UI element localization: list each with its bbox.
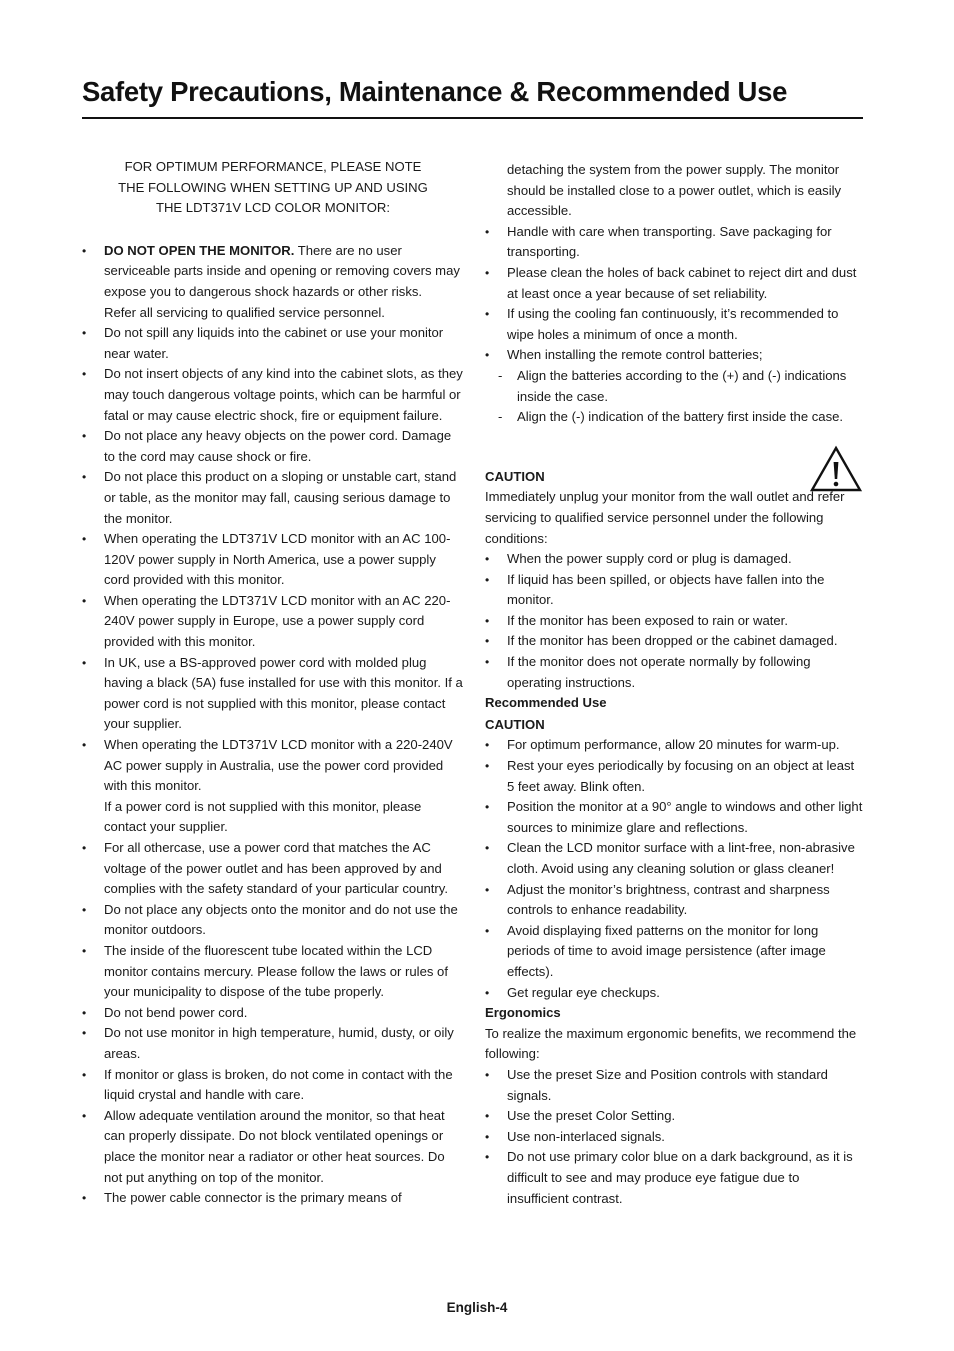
- list-item: [485, 345, 863, 366]
- list-item-text: Do not insert objects of any kind into the cabinet slots, as they may touch dangerous voltage points, which can be harmful or fatal or may cause electric shock, fire or equipment failure.: [104, 366, 463, 423]
- battery-step: - Align the (-) indication of the battery first inside the case.: [498, 407, 863, 428]
- list-item-text: Do not place any heavy objects on the power cord. Damage to the cord may cause shock or fire.: [104, 428, 452, 464]
- list-item-text: In UK, use a BS-approved power cord with molded plug having a black (5A) fuse installed for use with this monitor. If a power cord is not supplied with this monitor, please contact your supplier.: [104, 654, 463, 732]
- list-item-text: Do not use monitor in high temperature, humid, dusty, or oily areas.: [104, 1025, 454, 1061]
- list-item: [82, 426, 464, 467]
- list-item-note: If a power cord is not supplied with this monitor, please contact your supplier.: [104, 798, 422, 835]
- list-item: [82, 900, 464, 941]
- list-item: [82, 1188, 464, 1209]
- warning-triangle-icon: [809, 445, 863, 493]
- list-item-emphasis: DO NOT OPEN THE MONITOR.: [104, 242, 295, 258]
- list-item: • Clean the LCD monitor surface with a lint-free, non-abrasive cloth. Avoid using any cleaning solution or glass cleaner!: [485, 838, 863, 879]
- list-item: • If liquid has been spilled, or objects have fallen into the monitor.: [485, 570, 863, 611]
- list-item-text: There are no user serviceable parts inside and opening or removing covers may expose you to dangerous shock hazards or other risks.: [104, 242, 460, 299]
- list-item-text: Do not spill any liquids into the cabinet or use your monitor near water.: [104, 325, 444, 361]
- caution-heading: CAUTION: [485, 468, 545, 484]
- list-item: • Position the monitor at a 90° angle to windows and other light sources to minimize glare and reflections.: [485, 797, 863, 838]
- list-item: [82, 1023, 464, 1064]
- intro-line: THE FOLLOWING WHEN SETTING UP AND USING: [118, 179, 428, 195]
- right-column: [485, 160, 863, 1209]
- list-item-note: Refer all servicing to qualified service personnel.: [104, 304, 385, 320]
- list-item: • If the monitor has been dropped or the cabinet damaged.: [485, 631, 863, 652]
- caution-heading: CAUTION: [485, 716, 545, 732]
- recommended-list: [485, 735, 863, 1003]
- list-item: • Use the preset Size and Position controls with standard signals.: [485, 1065, 863, 1106]
- safety-list: [82, 241, 464, 1209]
- recommended-heading: Recommended Use: [485, 695, 607, 711]
- page-title: Safety Precautions, Maintenance & Recommended Use: [82, 76, 788, 107]
- list-item: • Adjust the monitor’s brightness, contrast and sharpness controls to enhance readability.: [485, 880, 863, 921]
- list-item: • When the power supply cord or plug is damaged.: [485, 549, 863, 570]
- continued-text: detaching the system from the power supply. The monitor should be installed close to a power outlet, which is easily accessible.: [507, 162, 842, 219]
- list-item-text: Allow adequate ventilation around the monitor, so that heat can properly dissipate. Do not block ventilated openings or place the monitor near a radiator or other heat sources. Do not put anything on top of the monitor.: [104, 1107, 445, 1185]
- list-item: • If using the cooling fan continuously, it’s recommended to wipe holes a minimum of once a month.: [485, 304, 863, 345]
- list-item: [82, 1003, 464, 1024]
- list-item: • Get regular eye checkups.: [485, 983, 863, 1004]
- caution-text: Immediately unplug your monitor from the wall outlet and refer servicing to qualified service personnel under the following conditions:: [485, 489, 845, 546]
- list-item: • Use non-interlaced signals.: [485, 1127, 863, 1148]
- ergonomics-heading: Ergonomics: [485, 1005, 561, 1021]
- list-item: [82, 1106, 464, 1188]
- title-rule: [82, 117, 863, 119]
- list-item: • Handle with care when transporting. Save packaging for transporting.: [485, 222, 863, 263]
- list-item: [82, 241, 464, 323]
- list-item-text: When installing the remote control batteries;: [507, 347, 763, 363]
- list-item-text: If monitor or glass is broken, do not come in contact with the liquid crystal and handle with care.: [104, 1066, 453, 1103]
- list-item-text: Do not place any objects onto the monitor and do not use the monitor outdoors.: [104, 901, 458, 938]
- list-item: [82, 529, 464, 591]
- list-item: • Rest your eyes periodically by focusing on an object at least 5 feet away. Blink often.: [485, 756, 863, 797]
- list-item-text: Do not place this product on a sloping or unstable cart, stand or table, as the monitor may fall, causing serious damage to the monitor.: [104, 469, 457, 526]
- list-item-text: When operating the LDT371V LCD monitor with a 220-240V AC power supply in Australia, use the power cord provided with this monitor.: [104, 737, 453, 794]
- ergonomics-list: [485, 1065, 863, 1209]
- page-number: English-4: [446, 1300, 508, 1315]
- list-item-text: Do not bend power cord.: [104, 1004, 248, 1020]
- caution-list: [485, 549, 863, 693]
- recommended-section: [485, 693, 863, 1003]
- list-item: [82, 364, 464, 426]
- list-item-text: The inside of the fluorescent tube located within the LCD monitor contains mercury. Please follow the laws or rules of your municipality to dispose of the tube properly.: [104, 942, 448, 1000]
- maintenance-list: [485, 222, 863, 366]
- battery-step: - Align the batteries according to the (+) and (-) indications inside the case.: [498, 366, 863, 407]
- list-item: • If the monitor does not operate normally by following operating instructions.: [485, 652, 863, 693]
- list-item-text: For all othercase, use a power cord that matches the AC voltage of the power outlet and has been approved by and complies with the safety standard of your particular country.: [104, 840, 448, 897]
- list-item: [82, 941, 464, 1003]
- battery-steps: [485, 366, 863, 428]
- list-item: [82, 735, 464, 838]
- list-item: • Avoid displaying fixed patterns on the monitor for long periods of time to avoid image persistence (after image effects).: [485, 921, 863, 983]
- list-item: [82, 591, 464, 653]
- list-item-text: The power cable connector is the primary means of: [104, 1190, 402, 1206]
- ergonomics-section: [485, 1003, 863, 1209]
- list-item: • Please clean the holes of back cabinet to reject dirt and dust at least once a year because of set reliability.: [485, 263, 863, 304]
- ergonomics-text: To realize the maximum ergonomic benefits, we recommend the following:: [485, 1025, 857, 1062]
- list-item: • For optimum performance, allow 20 minutes for warm-up.: [485, 735, 863, 756]
- intro-note: [82, 157, 464, 219]
- list-item: [82, 838, 464, 900]
- list-item-text: When operating the LDT371V LCD monitor with an AC 220-240V power supply in Europe, use a power supply cord provided with this monitor.: [104, 592, 451, 650]
- caution-section: [485, 467, 863, 694]
- list-item: [82, 1065, 464, 1106]
- left-column: [82, 157, 464, 1209]
- list-item-text: When operating the LDT371V LCD monitor with an AC 100-120V power supply in North America, use a power supply cord provided with this monitor.: [104, 531, 451, 588]
- intro-line: FOR OPTIMUM PERFORMANCE, PLEASE NOTE: [124, 159, 422, 174]
- list-item: [82, 467, 464, 529]
- intro-line: THE LDT371V LCD COLOR MONITOR:: [155, 200, 391, 216]
- list-item: • Use the preset Color Setting.: [485, 1106, 863, 1127]
- list-item: [82, 323, 464, 364]
- list-item: • Do not use primary color blue on a dark background, as it is difficult to see and may produce eye fatigue due to insufficient contrast.: [485, 1147, 863, 1209]
- list-item: [82, 653, 464, 735]
- list-item: • If the monitor has been exposed to rain or water.: [485, 611, 863, 632]
